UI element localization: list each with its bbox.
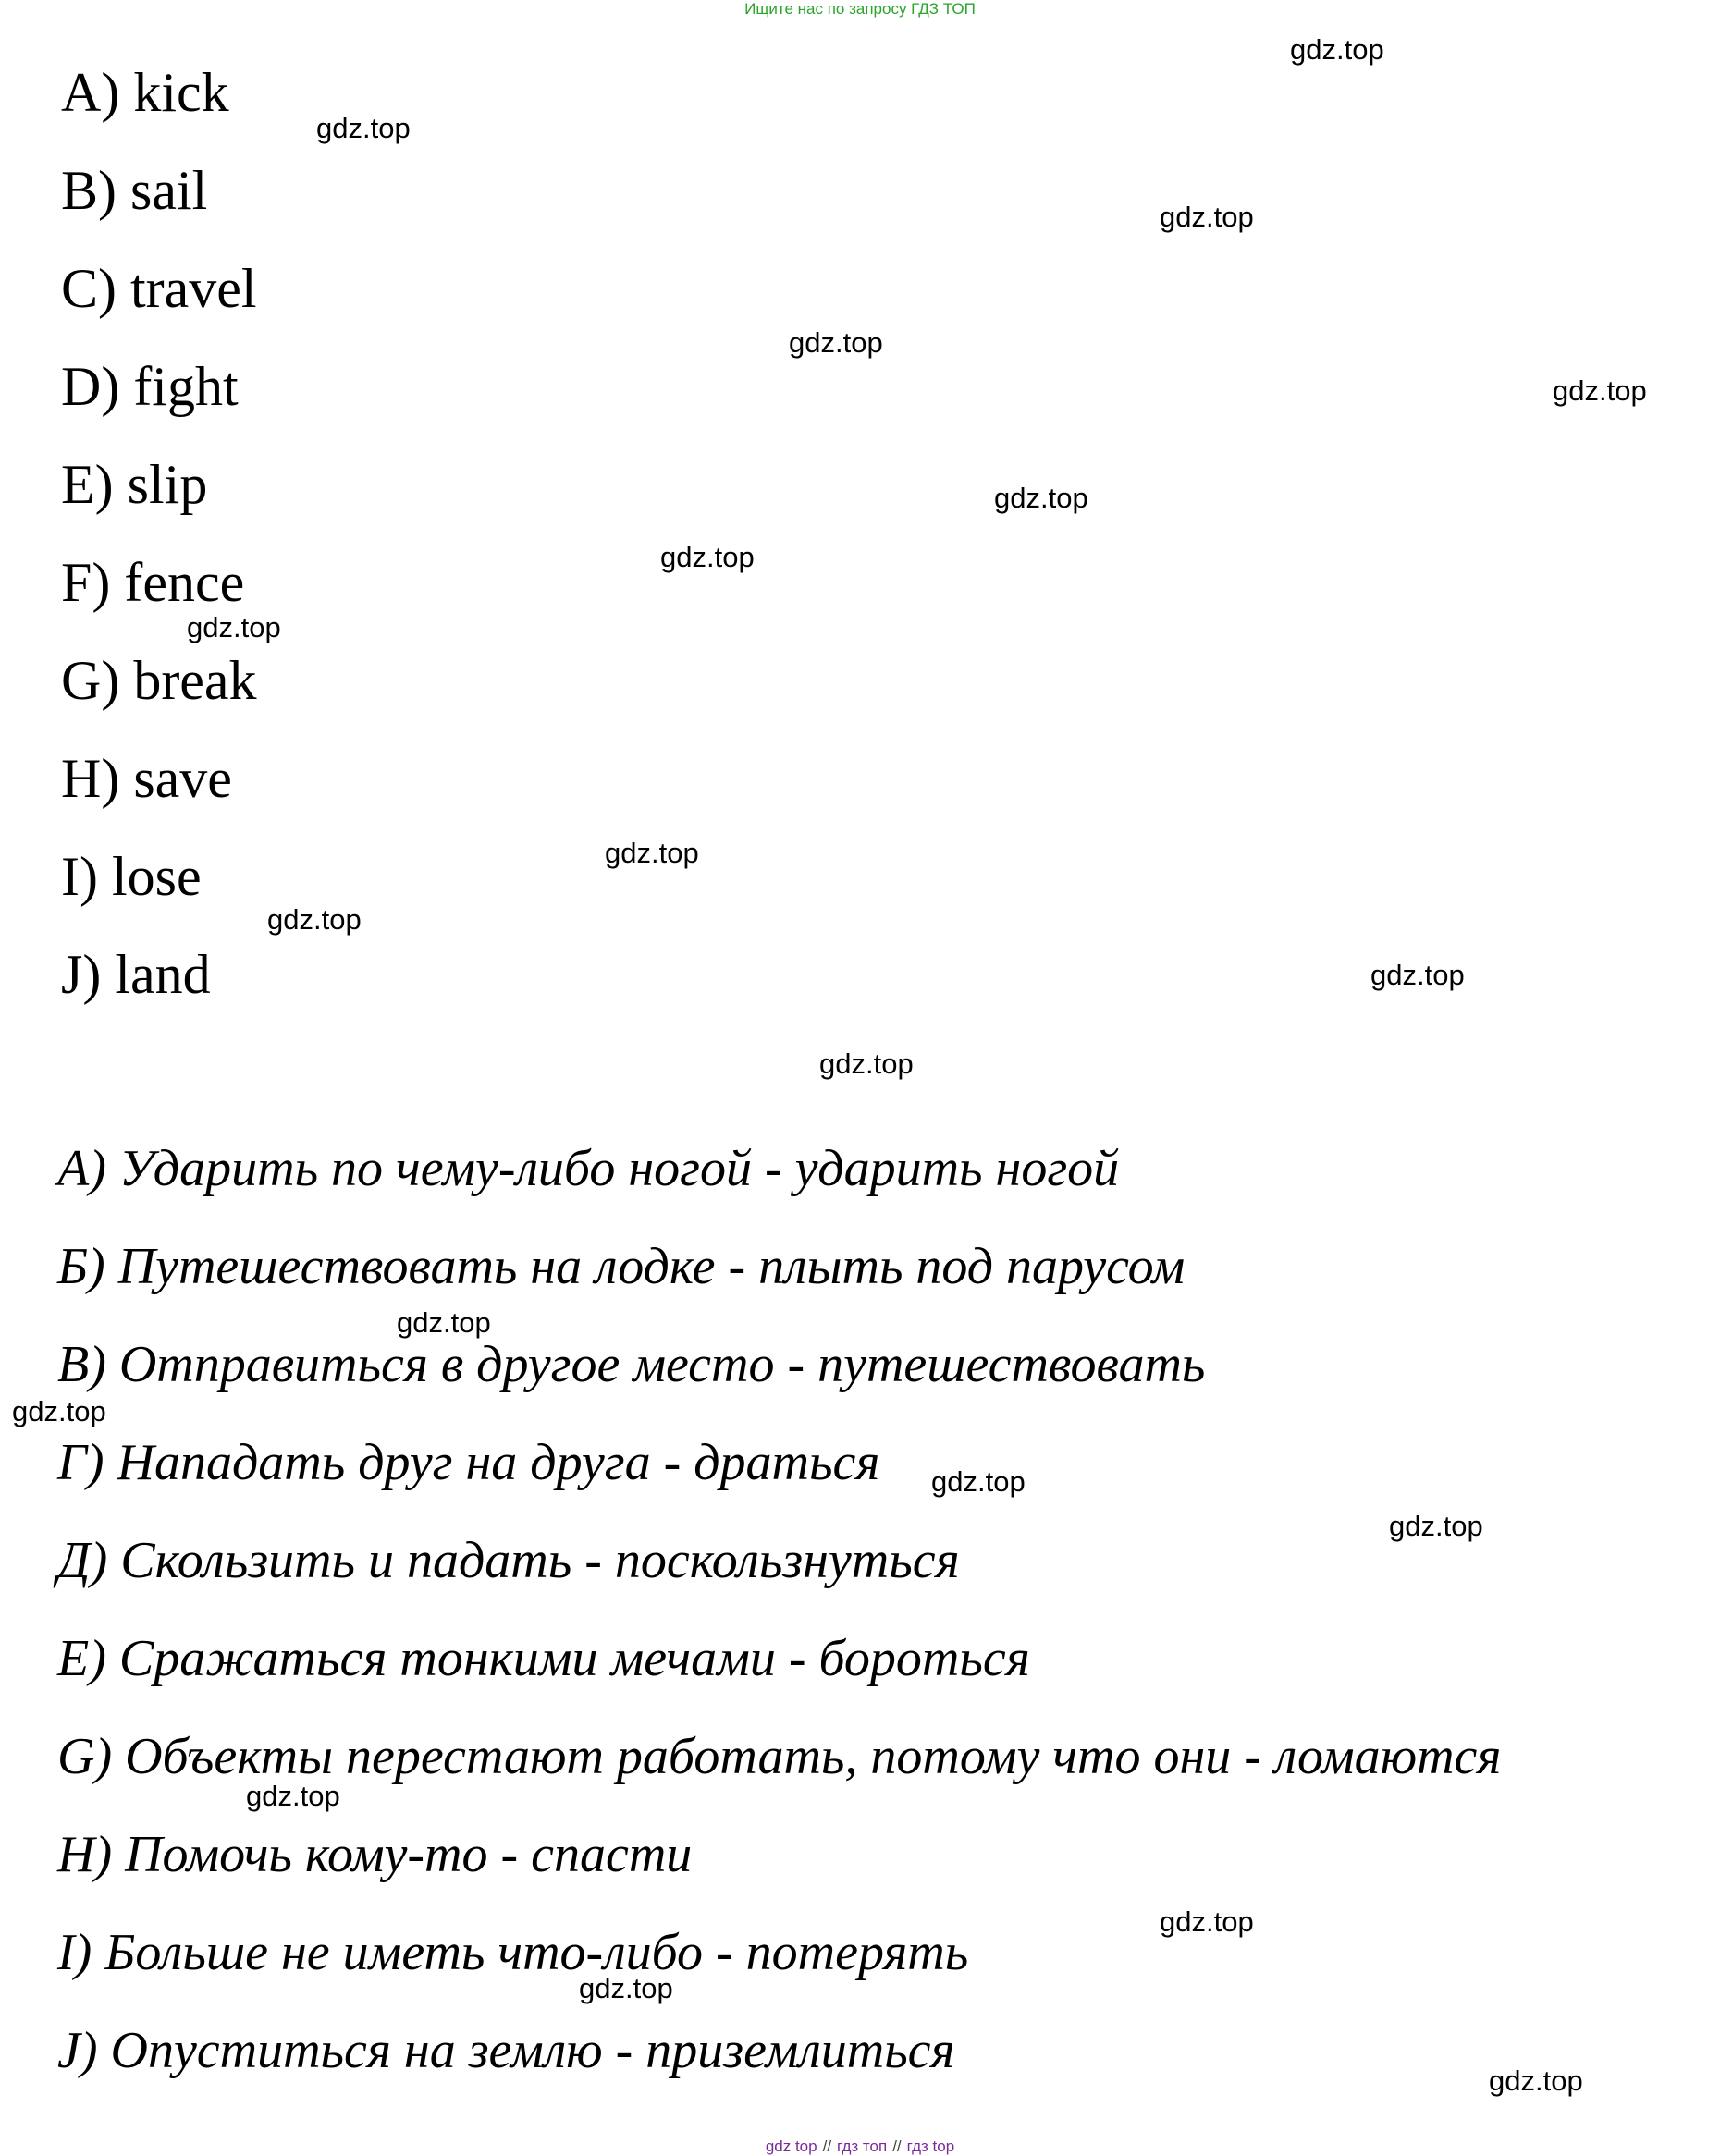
- watermark: gdz.top: [397, 1306, 491, 1339]
- word-item-d: D) fight: [61, 356, 239, 417]
- footer-link-gdz-top-mixed[interactable]: гдз top: [906, 2138, 955, 2155]
- footer-separator: //: [892, 2138, 902, 2155]
- watermark: gdz.top: [660, 541, 755, 573]
- definition-j: J) Опуститься на землю - приземлиться: [57, 2022, 955, 2079]
- definition-i: I) Больше не иметь что-либо - потерять: [57, 1924, 969, 1981]
- watermark: gdz.top: [819, 1047, 914, 1080]
- definition-c: В) Отправиться в другое место - путешествовать: [57, 1336, 1206, 1393]
- watermark: gdz.top: [1489, 2064, 1583, 2097]
- word-item-g: G) break: [61, 650, 257, 711]
- watermark: gdz.top: [187, 611, 281, 643]
- definition-d: Г) Нападать друг на друга - драться: [57, 1434, 880, 1491]
- word-item-c: C) travel: [61, 258, 257, 319]
- watermark: gdz.top: [1553, 374, 1647, 407]
- footer-links: [0, 2138, 1720, 2156]
- word-item-h: H) save: [61, 748, 232, 809]
- word-item-b: B) sail: [61, 160, 208, 221]
- watermark: gdz.top: [1389, 1510, 1483, 1542]
- definition-e: Д) Скользить и падать - поскользнуться: [57, 1532, 960, 1589]
- top-banner[interactable]: Ищите нас по запросу ГДЗ ТОП: [744, 0, 976, 18]
- watermark: gdz.top: [12, 1395, 106, 1427]
- watermark: gdz.top: [605, 837, 699, 869]
- watermark: gdz.top: [579, 1972, 673, 2004]
- definition-h: Н) Помочь кому-то - спасти: [57, 1826, 693, 1883]
- watermark: gdz.top: [1160, 1905, 1254, 1938]
- watermark: gdz.top: [1370, 959, 1465, 991]
- watermark: gdz.top: [246, 1780, 340, 1812]
- footer-separator: //: [822, 2138, 832, 2155]
- definition-b: Б) Путешествовать на лодке - плыть под парусом: [57, 1238, 1186, 1295]
- watermark: gdz.top: [267, 903, 362, 936]
- word-item-i: I) lose: [61, 846, 202, 907]
- watermark: gdz.top: [931, 1465, 1026, 1498]
- word-item-a: A) kick: [61, 62, 229, 123]
- footer-link-gdz-top-ru[interactable]: гдз топ: [837, 2138, 888, 2155]
- word-item-j: J) land: [61, 944, 211, 1005]
- footer-link-gdz-top[interactable]: gdz top: [765, 2138, 817, 2155]
- word-item-e: E) slip: [61, 454, 208, 515]
- definition-f: Е) Сражаться тонкими мечами - бороться: [57, 1630, 1030, 1687]
- definition-g: G) Объекты перестают работать, потому что они - ломаются: [57, 1728, 1502, 1785]
- definition-a: А) Ударить по чему-либо ногой - ударить ногой: [57, 1140, 1120, 1197]
- watermark: gdz.top: [994, 482, 1088, 514]
- watermark: gdz.top: [1290, 33, 1384, 66]
- watermark: gdz.top: [789, 326, 883, 359]
- word-item-f: F) fence: [61, 552, 245, 613]
- watermark: gdz.top: [1160, 201, 1254, 233]
- watermark: gdz.top: [316, 112, 411, 144]
